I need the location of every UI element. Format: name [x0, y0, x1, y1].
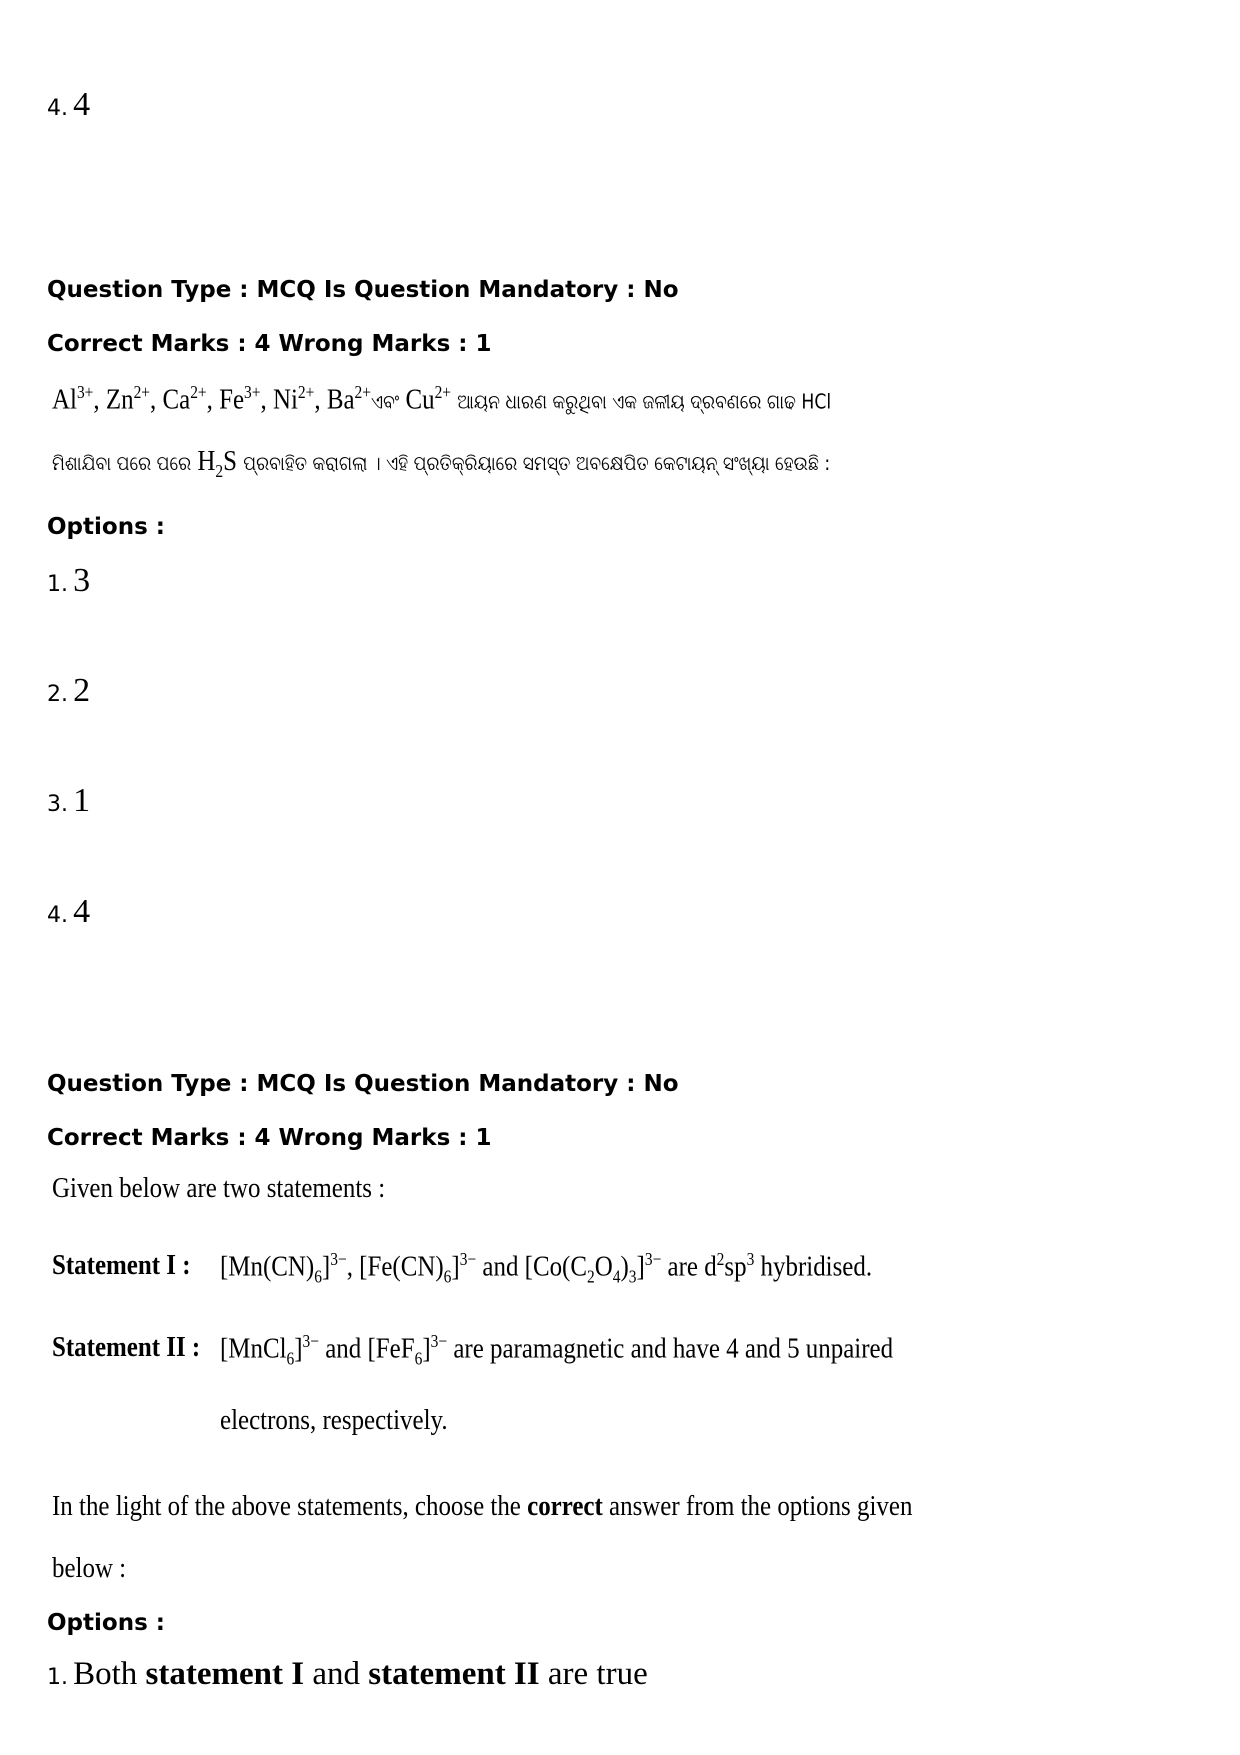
- option-number: 1.: [47, 1665, 68, 1690]
- q1-option-1[interactable]: [47, 562, 90, 600]
- q1-text-line2: ମିଶାଯିବା ପରେ ପରେ $H_2S$ ପ୍ରବାହିତ କରାଗଲା । ଏହି ପ୍ରତିକ୍ରିୟାରେ ସମସ୍ତ ଅବକ୍ଷେପିତ କେଟାୟନ୍ ସଂଖ୍ୟା ହେଉଛି :: [52, 445, 831, 481]
- option-number: 4.: [47, 96, 68, 121]
- q2-option-1[interactable]: [47, 1656, 648, 1693]
- option-value: 4: [73, 86, 91, 123]
- q1-option-2[interactable]: [47, 672, 90, 710]
- q1-marks-line: Correct Marks : 4 Wrong Marks : 1: [47, 331, 492, 357]
- statement-1-text: $[Mn(CN)_6]^{3-}$, $[Fe(CN)_6]^{3-}$ and $[Co(C_2O_4)_3]^{3-}$ are $d^2sp^3$ hybridised.: [220, 1249, 873, 1287]
- option-number: 2.: [47, 682, 68, 707]
- option-text: Both statement I and statement II are true: [73, 1656, 648, 1692]
- q2-type-line: Question Type : MCQ Is Question Mandatory : No: [47, 1071, 679, 1097]
- q1-type-line: Question Type : MCQ Is Question Mandatory : No: [47, 277, 679, 303]
- statement-2-text-line2: electrons, respectively.: [220, 1404, 448, 1436]
- q2-marks-line: Correct Marks : 4 Wrong Marks : 1: [47, 1125, 492, 1151]
- option-value: 4: [73, 893, 91, 930]
- q1-options-label: Options :: [47, 514, 165, 540]
- option-value: 3: [73, 562, 91, 599]
- q1-option-4[interactable]: [47, 893, 90, 931]
- q2-instruction-line1: In the light of the above statements, choose the correct answer from the options given: [52, 1490, 913, 1522]
- q2-intro: Given below are two statements :: [52, 1172, 386, 1204]
- q1-text-line1: $Al^{3+}$, $Zn^{2+}$, $Ca^{2+}$, $Fe^{3+}$, $Ni^{2+}$, $Ba^{2+}ଏବଂ$ $Cu^{2+}$ ଆୟନ ଧାରଣ କରୁଥିବା ଏକ ଜଳୀୟ ଦ୍ରବଣରେ ଗାଢ HCl: [52, 382, 832, 416]
- q2-options-label: Options :: [47, 1610, 165, 1636]
- option-value: 1: [73, 782, 91, 819]
- q1-option-3[interactable]: [47, 782, 90, 820]
- statement-2-text: [MnCl$_6$]$^{3-}$ and $[FeF_6]^{3-}$ are paramagnetic and have 4 and 5 unpaired: [220, 1331, 894, 1369]
- statement-1-label: Statement I :: [52, 1249, 191, 1281]
- statement-2-label: Statement II :: [52, 1331, 201, 1363]
- option-number: 3.: [47, 792, 68, 817]
- q2-instruction-line2: below :: [52, 1552, 127, 1584]
- option-number: 1.: [47, 572, 68, 597]
- option-number: 4.: [47, 903, 68, 928]
- option-value: 2: [73, 672, 91, 709]
- prev-option-4: [47, 86, 90, 124]
